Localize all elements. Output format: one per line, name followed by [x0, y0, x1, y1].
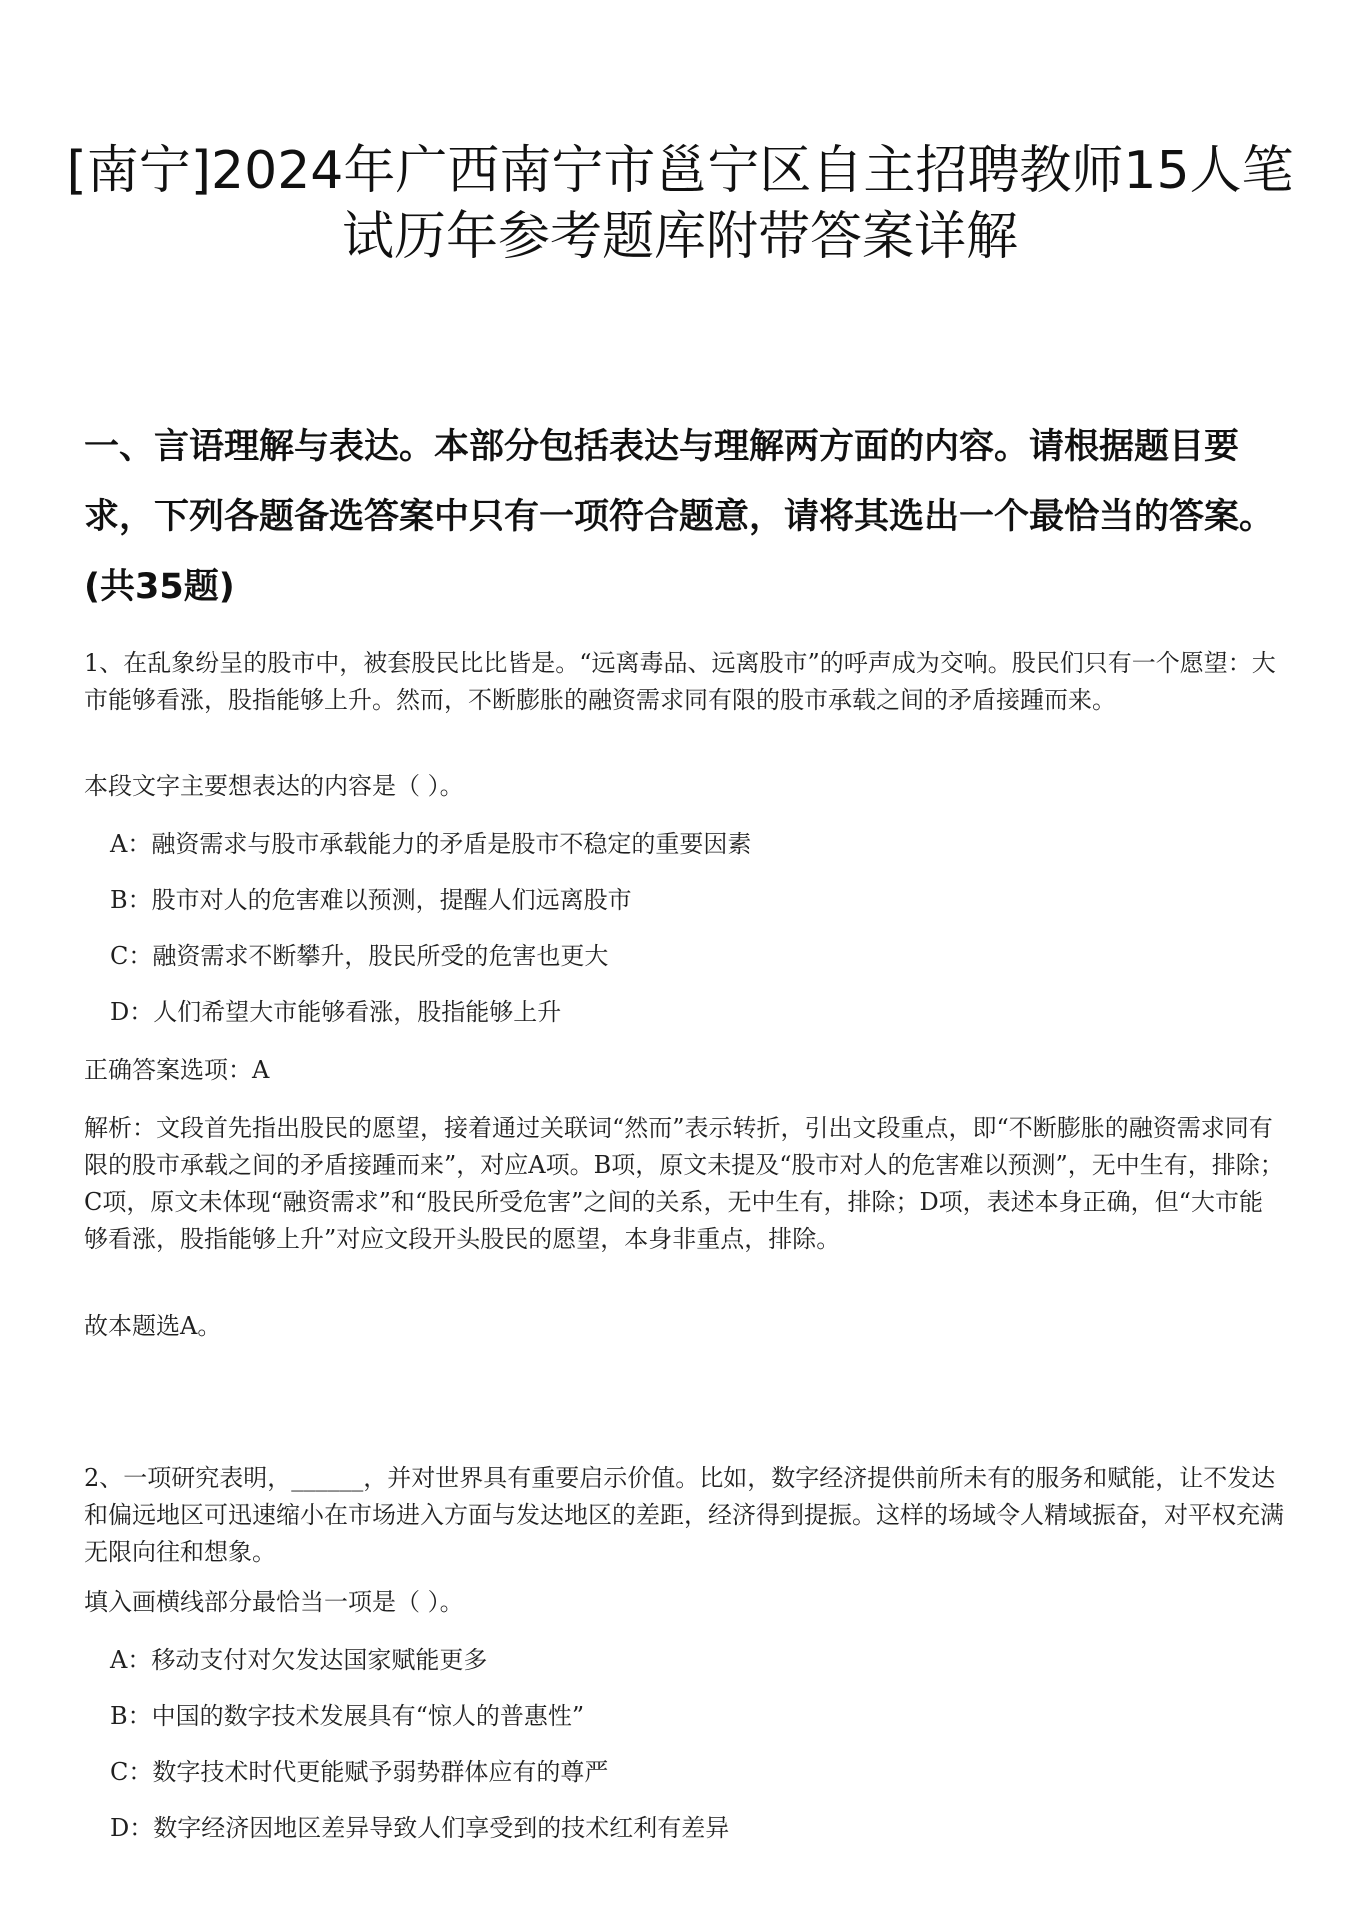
question-1-stem: 1、在乱象纷呈的股市中，被套股民比比皆是。“远离毒品、远离股市”的呼声成为交响。股民们只有一个愿望：大市能够看涨，股指能够上升。然而，不断膨胀的融资需求同有限的股市承载之间的矛盾接踵而来。	[84, 649, 1276, 714]
question-1-analysis: 解析：文段首先指出股民的愿望，接着通过关联词“然而”表示转折，引出文段重点，即“不断膨胀的融资需求同有限的股市承载之间的矛盾接踵而来”，对应A项。B项，原文未提及“股市对人的危害难以预测”，无中生有，排除；C项，原文未体现“融资需求”和“股民所受危害”之间的关系，无中生有，排除；D项，表述本身正确，但“大市能够看涨，股指能够上升”对应文段开头股民的愿望，本身非重点，排除。	[84, 1114, 1284, 1253]
document-title: [南宁]2024年广西南宁市邕宁区自主招聘教师15人笔试历年参考题库附带答案详解	[66, 141, 1294, 267]
question-2-option-d: D：数字经济因地区差异导致人们享受到的技术红利有差异	[110, 1814, 730, 1842]
question-1-conclusion: 故本题选A。	[84, 1312, 222, 1340]
question-2-stem: 2、一项研究表明，______，并对世界具有重要启示价值。比如，数字经济提供前所未有的服务和赋能，让不发达和偏远地区可迅速缩小在市场进入方面与发达地区的差距，经济得到提振。这样的场域令人精域振奋，对平权充满无限向往和想象。	[84, 1464, 1284, 1566]
question-1-option-a: A：融资需求与股市承载能力的矛盾是股市不稳定的重要因素	[110, 830, 752, 858]
question-1-option-c: C：融资需求不断攀升，股民所受的危害也更大	[110, 942, 609, 970]
question-2-option-b: B：中国的数字技术发展具有“惊人的普惠性”	[110, 1702, 585, 1730]
question-1-option-d: D：人们希望大市能够看涨，股指能够上升	[110, 998, 562, 1026]
question-2-option-a: A：移动支付对欠发达国家赋能更多	[110, 1646, 488, 1674]
question-1-option-b: B：股市对人的危害难以预测，提醒人们远离股市	[110, 886, 632, 914]
section-heading: 一、言语理解与表达。本部分包括表达与理解两方面的内容。请根据题目要求，下列各题备选答案中只有一项符合题意，请将其选出一个最恰当的答案。(共35题)	[84, 427, 1275, 607]
question-2-option-c: C：数字技术时代更能赋予弱势群体应有的尊严	[110, 1758, 609, 1786]
question-1-prompt: 本段文字主要想表达的内容是（ ）。	[84, 772, 464, 800]
question-1-answer: 正确答案选项：A	[84, 1056, 270, 1084]
question-2-prompt: 填入画横线部分最恰当一项是（ ）。	[84, 1588, 464, 1616]
